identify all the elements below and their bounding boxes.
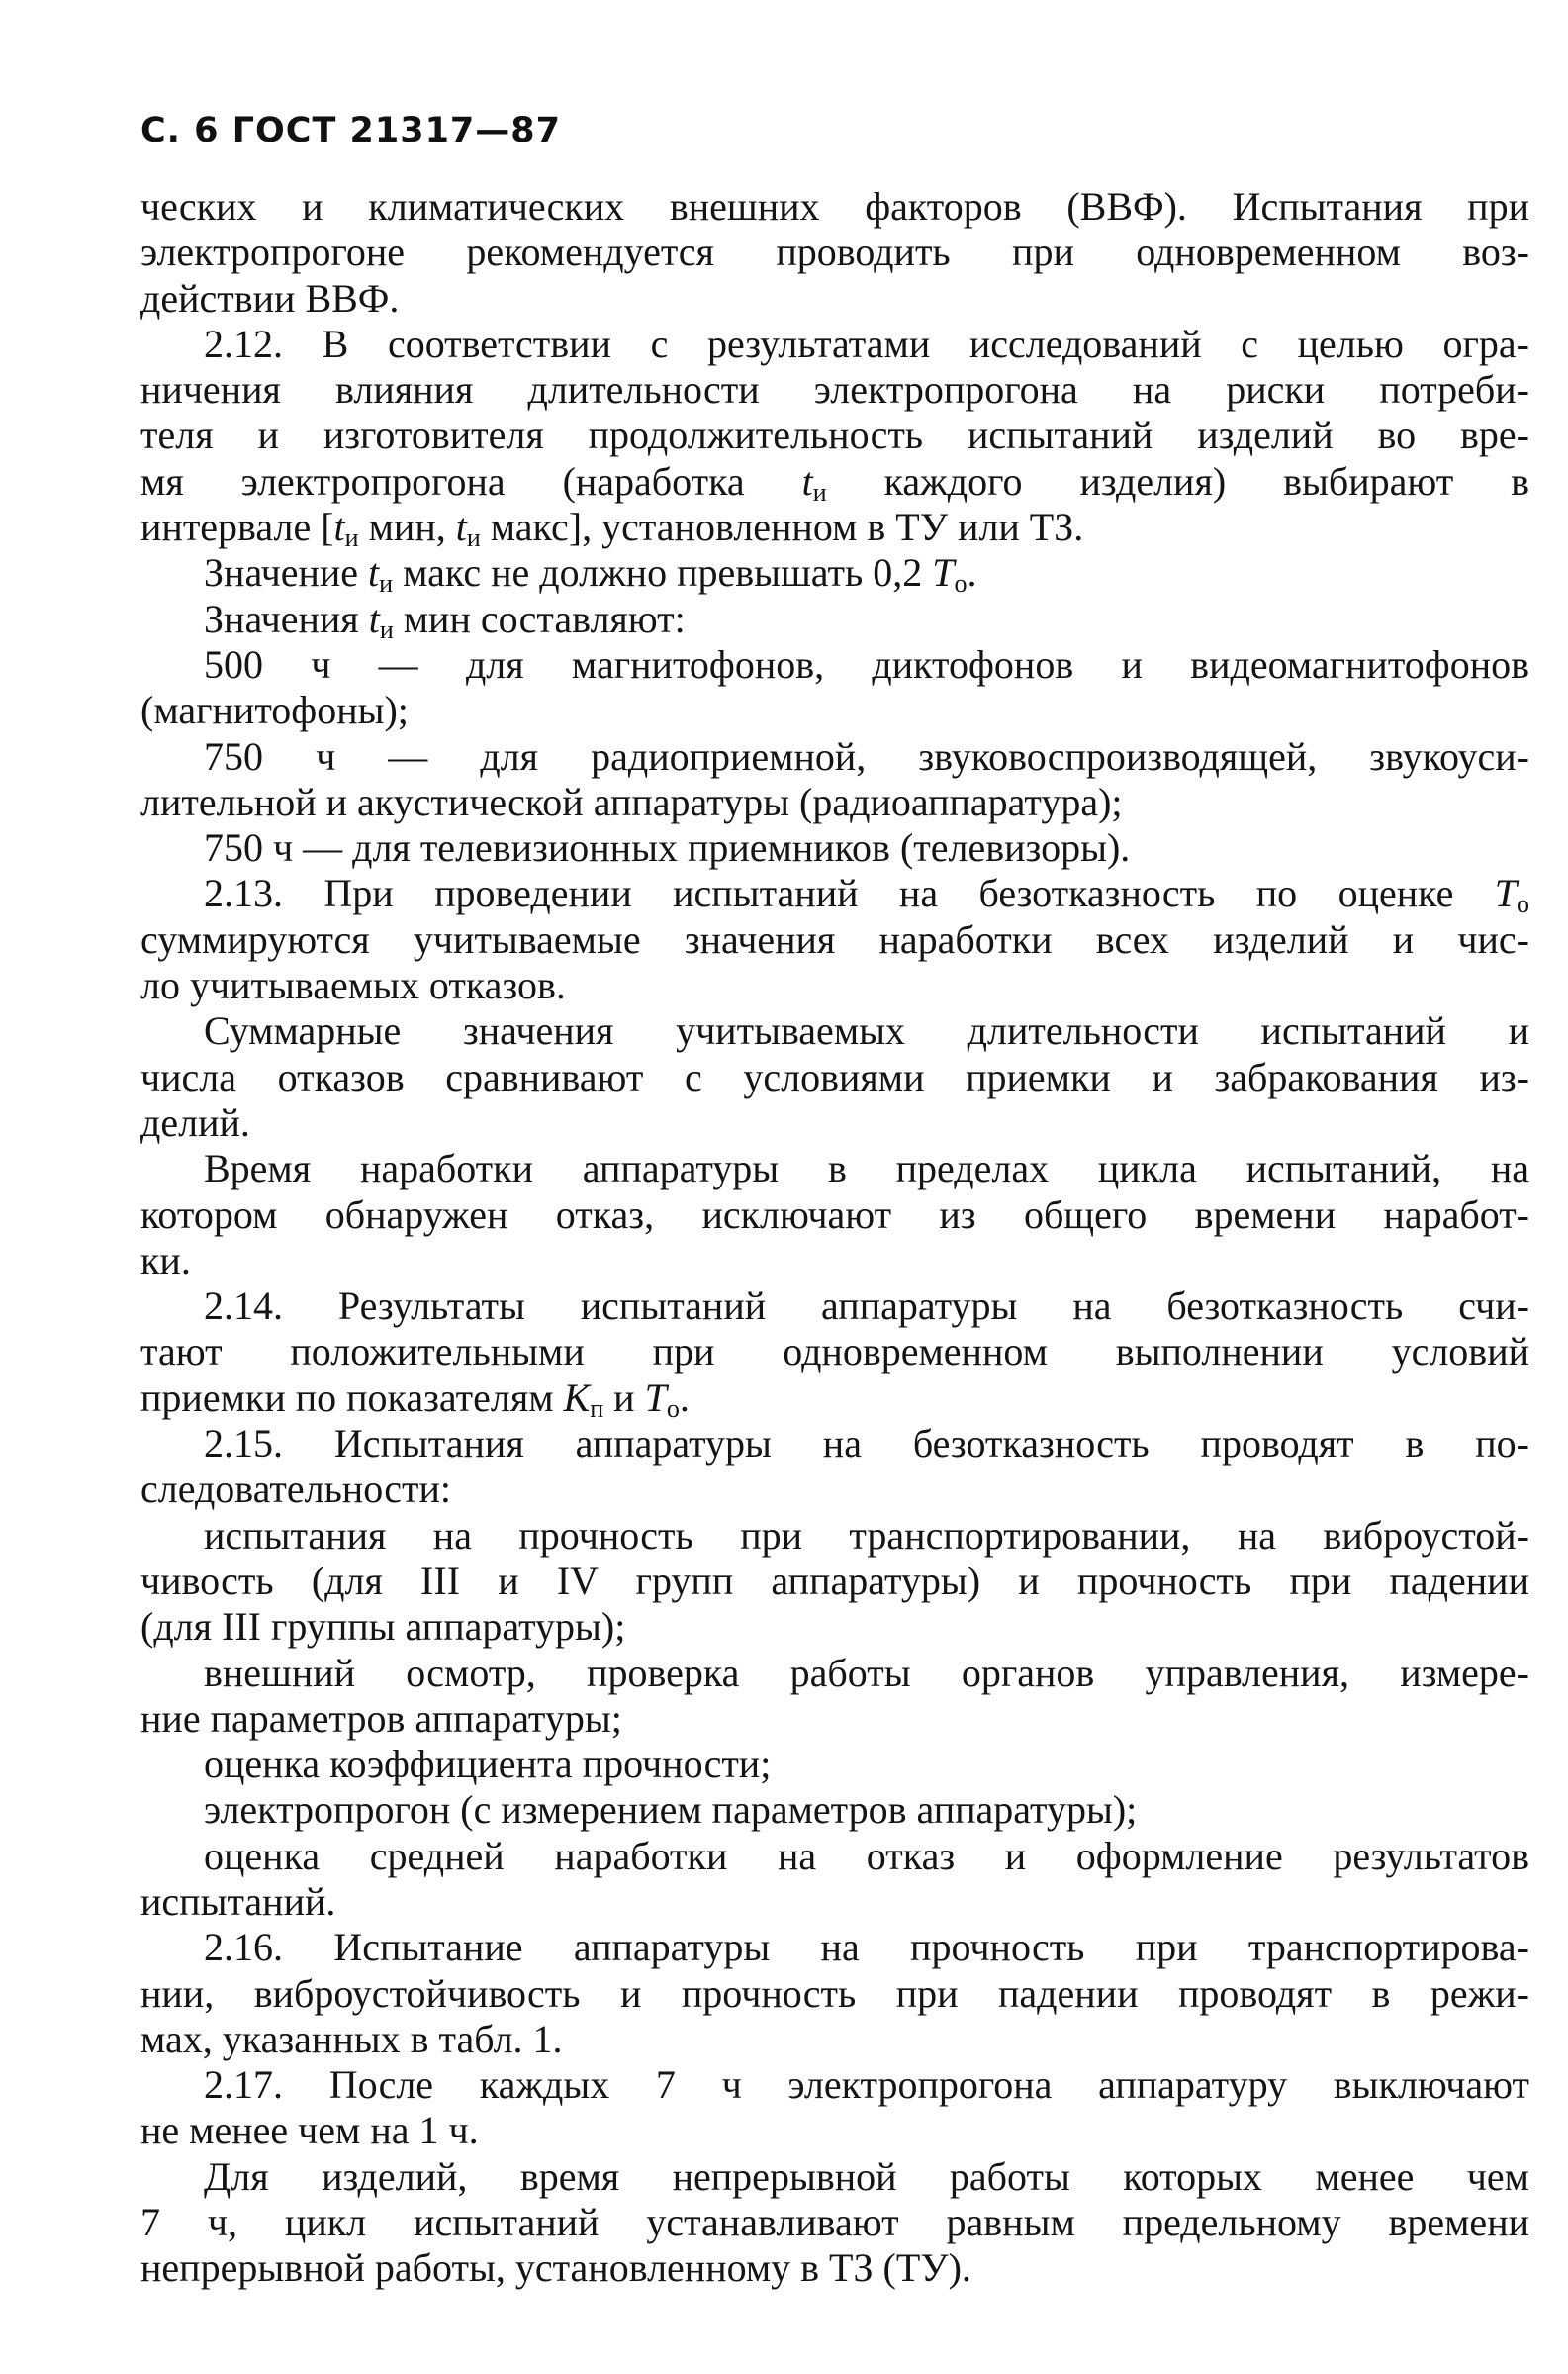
text-fragment: мин составляют: <box>393 596 686 641</box>
text-line: оценка коэффициента прочности; <box>204 1742 772 1787</box>
text-line: ло учитываемых отказов. <box>140 963 566 1008</box>
text-line: тают положительными при одновременном выполнении условий <box>140 1329 1529 1375</box>
clause-2-17: 2.17. После каждых 7 ч электропрогона аппаратуру выключают <box>204 2062 1529 2108</box>
text-line: 500 ч — для магнитофонов, диктофонов и видеомагнитофонов <box>204 641 1529 687</box>
text-line: электропрогон (с измерением параметров аппаратуры); <box>204 1787 1138 1833</box>
text-line <box>140 505 1529 553</box>
text-line: ние параметров аппаратуры; <box>140 1695 622 1741</box>
text-fragment: Значения <box>204 596 369 641</box>
text-line: числа отказов сравнивают с условиями приемки и забракования из- <box>140 1054 1529 1099</box>
text-line: испытания на прочность при транспортировании, на виброустой- <box>204 1512 1529 1558</box>
text-line: не менее чем на 1 ч. <box>140 2108 479 2153</box>
symbol-subscript: o <box>666 1393 680 1423</box>
text-fragment: мин, <box>358 505 456 550</box>
page-header <box>140 111 561 150</box>
text-line: лительной и акустической аппаратуры (радиоаппаратура); <box>140 779 1123 824</box>
text-line <box>140 597 1529 642</box>
text-fragment: интервале [ <box>140 505 334 550</box>
clause-2-14: 2.14. Результаты испытаний аппаратуры на безотказность счи- <box>204 1283 1529 1329</box>
text-line: теля и изготовителя продолжительность испытаний изделий во вре- <box>140 413 1529 458</box>
text-line <box>140 1376 1529 1421</box>
symbol-T: T <box>932 550 955 596</box>
symbol-subscript: и <box>812 477 827 507</box>
symbol-t: t <box>455 505 467 550</box>
text-line: действии ВВФ. <box>140 275 400 321</box>
text-line: 7 ч, цикл испытаний устанавливают равным предельному времени <box>140 2200 1529 2245</box>
text-line: ческих и климатических внешних факторов (ВВФ). Испытания при <box>140 184 1529 229</box>
page-number: С. 6 <box>140 111 220 150</box>
symbol-T: T <box>1494 871 1517 916</box>
text-line: (для III группы аппаратуры); <box>140 1604 626 1650</box>
text-line: делий. <box>140 1099 250 1145</box>
text-fragment: . <box>967 550 977 596</box>
symbol-To <box>1494 871 1529 919</box>
clause-2-12: 2.12. В соответствии с результатами исследований с целью огра- <box>204 321 1529 366</box>
text-line: электропрогоне рекомендуется проводить при одновременном воз- <box>140 230 1529 275</box>
symbol-subscript: и <box>379 569 394 599</box>
text-line: Суммарные значения учитываемых длительности испытаний и <box>204 1008 1529 1054</box>
text-fragment: . <box>679 1375 690 1420</box>
text-line: 750 ч — для радиоприемной, звуковоспроизводящей, звукоуси- <box>204 733 1529 779</box>
symbol-subscript: o <box>1517 890 1529 919</box>
text-line: (магнитофоны); <box>140 688 409 733</box>
text-line <box>140 550 1529 599</box>
symbol-K: K <box>563 1375 591 1420</box>
text-line: внешний осмотр, проверка работы органов управления, измере- <box>204 1650 1529 1695</box>
text-line: нии, виброустойчивость и прочность при падении проводят в режи- <box>140 1970 1529 2016</box>
symbol-subscript: и <box>466 523 481 553</box>
symbol-T: T <box>644 1375 667 1420</box>
text-line: мах, указанных в табл. 1. <box>140 2016 563 2061</box>
symbol-t: t <box>801 458 813 504</box>
text-line: котором обнаружен отказ, исключают из общего времени наработ- <box>140 1191 1529 1237</box>
clause-2-15: 2.15. Испытания аппаратуры на безотказность проводят в по- <box>204 1421 1529 1467</box>
symbol-subscript: п <box>590 1393 604 1423</box>
text-line <box>140 459 1529 505</box>
text-fragment: макс не должно превышать 0,2 <box>393 550 933 596</box>
symbol-subscript: o <box>954 569 968 599</box>
text-line: чивость (для III и IV групп аппаратуры) и прочность при падении <box>140 1558 1529 1603</box>
text-line: ничения влияния длительности электропрогона на риски потреби- <box>140 367 1529 413</box>
symbol-t: t <box>368 550 380 596</box>
body-text <box>140 184 1529 2292</box>
text-line: Для изделий, время непрерывной работы которых менее чем <box>204 2153 1529 2199</box>
text-fragment: каждого изделия) выбирают в <box>826 458 1529 504</box>
text-fragment: и <box>603 1375 645 1420</box>
clause-2-16: 2.16. Испытание аппаратуры на прочность при транспортирова- <box>204 1925 1529 1970</box>
text-line: испытаний. <box>140 1878 336 1924</box>
symbol-t: t <box>368 596 380 641</box>
text-line: Время наработки аппаратуры в пределах цикла испытаний, на <box>204 1146 1529 1191</box>
symbol-t: t <box>333 505 345 550</box>
text-line: суммируются учитываемые значения наработки всех изделий и чис- <box>140 916 1529 962</box>
symbol-subscript: и <box>379 615 394 644</box>
clause-2-13 <box>140 871 1529 919</box>
text-line: ки. <box>140 1237 191 1282</box>
text-line: оценка средней наработки на отказ и оформление результатов <box>204 1833 1529 1878</box>
text-line: следовательности: <box>140 1467 451 1512</box>
symbol-subscript: и <box>344 523 359 553</box>
text-fragment: 2.13. При проведении испытаний на безотказность по оценке <box>204 871 1495 916</box>
text-line: непрерывной работы, установленному в ТЗ (ТУ). <box>140 2245 971 2291</box>
text-line: 750 ч — для телевизионных приемников (телевизоры). <box>204 825 1131 871</box>
text-fragment: Значение <box>204 550 369 596</box>
standard-designation: ГОСТ 21317—87 <box>231 111 561 150</box>
text-fragment: макс], установленном в ТУ или ТЗ. <box>480 505 1084 550</box>
text-fragment: приемки по показателям <box>140 1375 564 1420</box>
text-fragment: мя электропрогона (наработка <box>140 458 802 504</box>
